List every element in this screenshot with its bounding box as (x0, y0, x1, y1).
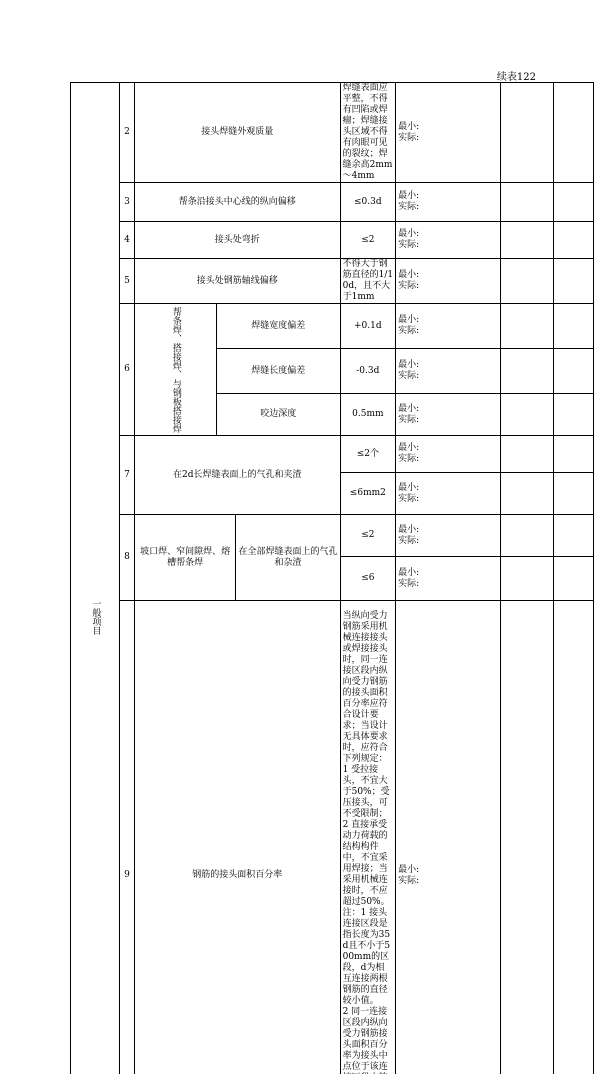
result-cell (500, 436, 553, 473)
remark-cell (553, 259, 593, 304)
item-name: 钢筋的接头面积百分率 (134, 601, 340, 1074)
row-number: 8 (120, 515, 135, 601)
result-cell (500, 601, 553, 1074)
table-row (71, 515, 594, 557)
table-row (71, 304, 594, 349)
result-cell (500, 473, 553, 515)
measurement: 最小: 实际: (396, 515, 501, 557)
requirement: ≤2 (340, 515, 395, 557)
row-number: 6 (120, 304, 135, 436)
item-name: 接头焊缝外观质量 (134, 83, 340, 183)
sub-item-name: 焊缝宽度偏差 (216, 304, 340, 349)
result-cell (500, 349, 553, 394)
item-name: 接头处钢筋轴线偏移 (134, 259, 340, 304)
result-cell (500, 259, 553, 304)
category-cell: 一般项目 (71, 83, 120, 1074)
measurement: 最小: 实际: (396, 436, 501, 473)
result-cell (500, 304, 553, 349)
remark-cell (553, 222, 593, 259)
row-number: 3 (120, 183, 135, 222)
sub-item-name: 焊缝长度偏差 (216, 349, 340, 394)
requirement: +0.1d (340, 304, 395, 349)
requirement: ≤0.3d (340, 183, 395, 222)
remark-cell (553, 473, 593, 515)
result-cell (500, 515, 553, 557)
requirement: 当纵向受力钢筋采用机械连接接头或焊接接头时，同一连接区段内纵向受力钢筋的接头面积百分率应符合设计要求；当设计无具体要求时，应符合下列规定： 1 受拉接头，不宜大于50%；受压接头，可不受限制； 2 直接承受动力荷载的结构构件中，不宜采用焊接；当采用机械连接时，不应超过50%。 注：1 接头连接区段是指长度为35d且不小于500mm的区段，d为相互连接两根钢筋的直径较小值。 2 同一连接区段内纵向受力钢筋接头面积百分率为接头中点位于该连 (340, 601, 395, 1074)
row-number: 9 (120, 601, 135, 1074)
result-cell (500, 557, 553, 601)
row-number: 5 (120, 259, 135, 304)
measurement: 最小: 实际: (396, 394, 501, 436)
continued-label: 续表122 (497, 68, 536, 83)
measurement: 最小: 实际: (396, 473, 501, 515)
remark-cell (553, 83, 593, 183)
remark-cell (553, 394, 593, 436)
table-row (71, 83, 594, 183)
requirement: ≤2 (340, 222, 395, 259)
table-row (71, 436, 594, 473)
result-cell (500, 183, 553, 222)
measurement: 最小: 实际: (396, 557, 501, 601)
sub-item-name: 咬边深度 (216, 394, 340, 436)
requirement: ≤6mm2 (340, 473, 395, 515)
result-cell (500, 222, 553, 259)
remark-cell (553, 349, 593, 394)
requirement: 0.5mm (340, 394, 395, 436)
remark-cell (553, 601, 593, 1074)
requirement: -0.3d (340, 349, 395, 394)
measurement: 最小: 实际: (396, 601, 501, 1074)
row-number: 7 (120, 436, 135, 515)
item-name: 帮条沿接头中心线的纵向偏移 (134, 183, 340, 222)
row-number: 4 (120, 222, 135, 259)
result-cell (500, 83, 553, 183)
measurement: 最小: 实际: (396, 349, 501, 394)
measurement: 最小: 实际: (396, 183, 501, 222)
item-name: 在全部焊缝表面上的气孔和杂渣 (236, 515, 340, 601)
requirement: 焊缝表面应平整，不得有凹陷或焊瘤；焊缝接头区域不得有肉眼可见的裂纹；焊缝余高2mm～4mm (340, 83, 395, 183)
table-row (71, 183, 594, 222)
measurement: 最小: 实际: (396, 222, 501, 259)
group-name: 坡口焊、窄间隙焊、熔槽帮条焊 (134, 515, 236, 601)
measurement: 最小: 实际: (396, 259, 501, 304)
remark-cell (553, 436, 593, 473)
item-name: 接头处弯折 (134, 222, 340, 259)
remark-cell (553, 304, 593, 349)
group-name: 帮条焊、搭接焊、与钢板搭接焊 (134, 304, 216, 436)
requirement: 不得大于钢筋直径的1/10d，且不大于1mm (340, 259, 395, 304)
remark-cell (553, 183, 593, 222)
item-name: 在2d长焊缝表面上的气孔和夹渣 (134, 436, 340, 515)
inspection-table (70, 82, 594, 1074)
measurement: 最小: 实际: (396, 304, 501, 349)
requirement: ≤2个 (340, 436, 395, 473)
row-number: 2 (120, 83, 135, 183)
table-row (71, 222, 594, 259)
table-row (71, 601, 594, 1074)
requirement: ≤6 (340, 557, 395, 601)
table-row (71, 259, 594, 304)
remark-cell (553, 557, 593, 601)
result-cell (500, 394, 553, 436)
measurement: 最小: 实际: (396, 83, 501, 183)
remark-cell (553, 515, 593, 557)
